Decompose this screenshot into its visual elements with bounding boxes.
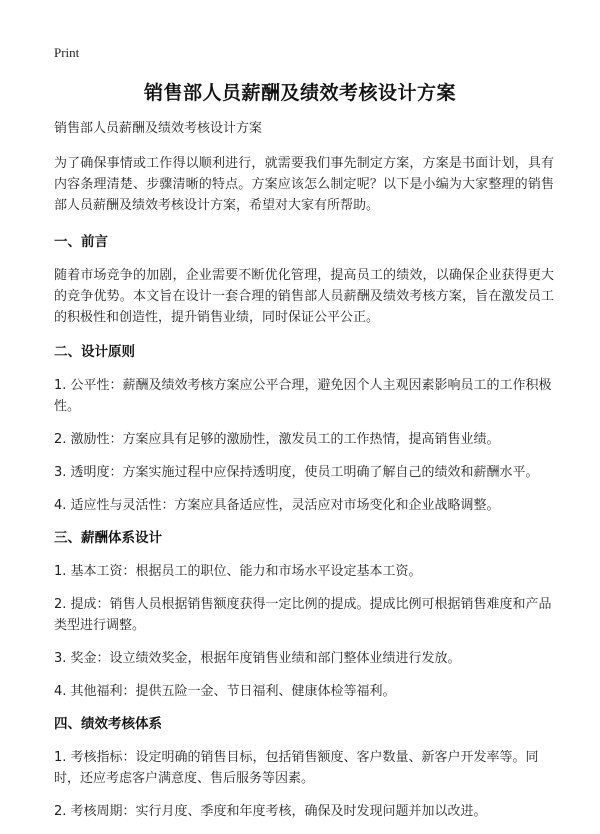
list-item: 1. 公平性：薪酬及绩效考核方案应公平合理，避免因个人主观因素影响员工的工作积极性。 <box>54 378 552 414</box>
list-item: 1. 考核指标：设定明确的销售目标，包括销售额度、客户数量、新客户开发率等。同时，还应考虑客户满意度、售后服务等因素。 <box>54 750 539 786</box>
list-item: 4. 其他福利：提供五险一金、节日福利、健康体检等福利。 <box>54 684 396 699</box>
list-item: 4. 适应性与灵活性：方案应具备适应性，灵活应对市场变化和企业战略调整。 <box>54 498 500 513</box>
document-body <box>54 118 554 834</box>
section-heading-compensation: 三、薪酬体系设计 <box>54 530 162 546</box>
section-heading-preface: 一、前言 <box>54 234 108 250</box>
print-link[interactable]: Print <box>54 45 80 60</box>
list-item: 3. 奖金：设立绩效奖金，根据年度销售业绩和部门整体业绩进行发放。 <box>54 651 461 666</box>
section-heading-performance: 四、绩效考核体系 <box>54 716 162 732</box>
preface-paragraph: 随着市场竞争的加剧，企业需要不断优化管理，提高员工的绩效，以确保企业获得更大的竞争优势。本文旨在设计一套合理的销售部人员薪酬及绩效考核方案，旨在激发员工的积极性和创造性，提升销售业绩，同时保证公平公正。 <box>54 268 554 325</box>
intro-paragraph: 为了确保事情或工作得以顺利进行，就需要我们事先制定方案，方案是书面计划，具有内容条理清楚、步骤清晰的特点。方案应该怎么制定呢？以下是小编为大家整理的销售部人员薪酬及绩效考核设计方案，希望对大家有所帮助。 <box>54 156 554 213</box>
list-item: 3. 透明度：方案实施过程中应保持透明度，使员工明确了解自己的绩效和薪酬水平。 <box>54 465 539 480</box>
list-item: 2. 考核周期：实行月度、季度和年度考核，确保及时发现问题并加以改进。 <box>54 804 487 819</box>
list-item: 1. 基本工资：根据员工的职位、能力和市场水平设定基本工资。 <box>54 564 422 579</box>
list-item: 2. 激励性：方案应具有足够的激励性，激发员工的工作热情，提高销售业绩。 <box>54 432 500 447</box>
list-item: 2. 提成：销售人员根据销售额度获得一定比例的提成。提成比例可根据销售难度和产品类型进行调整。 <box>54 597 552 633</box>
section-heading-design-principles: 二、设计原则 <box>54 344 135 360</box>
page-title: 销售部人员薪酬及绩效考核设计方案 <box>143 82 456 104</box>
document-subtitle: 销售部人员薪酬及绩效考核设计方案 <box>54 121 263 136</box>
